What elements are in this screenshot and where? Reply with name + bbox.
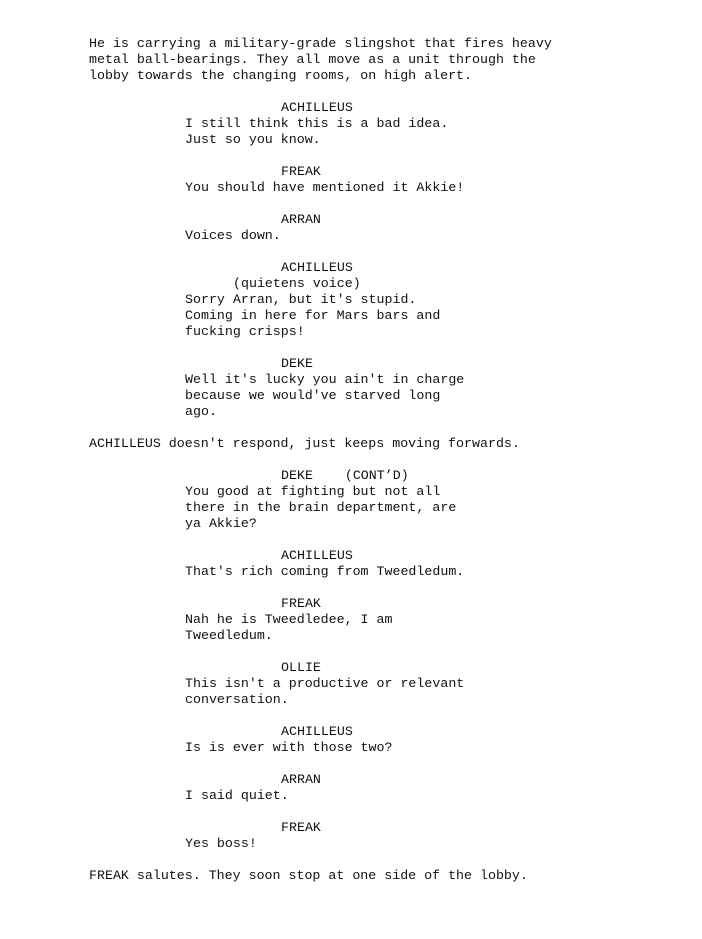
dialogue-line: Tweedledum. [185, 628, 273, 643]
dialogue-line: Coming in here for Mars bars and [185, 308, 441, 323]
parenthetical: (quietens voice) [233, 276, 361, 291]
action-line: He is carrying a military-grade slingshot that fires heavy [89, 36, 552, 51]
dialogue-line: Voices down. [185, 228, 281, 243]
dialogue-line: I still think this is a bad idea. [185, 116, 449, 131]
dialogue-line: ago. [185, 404, 217, 419]
dialogue-line: I said quiet. [185, 788, 289, 803]
dialogue-line: That's rich coming from Tweedledum. [185, 564, 465, 579]
dialogue-line: You good at fighting but not all [185, 484, 441, 499]
dialogue-line: ya Akkie? [185, 516, 257, 531]
dialogue-line: there in the brain department, are [185, 500, 457, 515]
dialogue-line: Nah he is Tweedledee, I am [185, 612, 393, 627]
character-cue: ACHILLEUS [281, 260, 353, 275]
action-line: lobby towards the changing rooms, on high alert. [89, 68, 473, 83]
character-cue: ACHILLEUS [281, 548, 353, 563]
action-line: ACHILLEUS doesn't respond, just keeps moving forwards. [89, 436, 520, 451]
dialogue-line: conversation. [185, 692, 289, 707]
dialogue-line: fucking crisps! [185, 324, 305, 339]
action-line: metal ball-bearings. They all move as a unit through the [89, 52, 536, 67]
character-cue: ACHILLEUS [281, 724, 353, 739]
action-line: FREAK salutes. They soon stop at one side of the lobby. [89, 868, 528, 883]
character-cue: FREAK [281, 596, 321, 611]
character-cue: ACHILLEUS [281, 100, 353, 115]
dialogue-line: This isn't a productive or relevant [185, 676, 465, 691]
dialogue-line: because we would've starved long [185, 388, 441, 403]
character-cue: FREAK [281, 820, 321, 835]
character-cue: ARRAN [281, 772, 321, 787]
dialogue-line: You should have mentioned it Akkie! [185, 180, 465, 195]
character-cue: FREAK [281, 164, 321, 179]
dialogue-line: Sorry Arran, but it's stupid. [185, 292, 417, 307]
character-cue: DEKE [281, 356, 313, 371]
character-cue: DEKE (CONT’D) [281, 468, 409, 483]
dialogue-line: Yes boss! [185, 836, 257, 851]
character-cue: ARRAN [281, 212, 321, 227]
dialogue-line: Well it's lucky you ain't in charge [185, 372, 465, 387]
dialogue-line: Just so you know. [185, 132, 321, 147]
character-cue: OLLIE [281, 660, 321, 675]
dialogue-line: Is is ever with those two? [185, 740, 393, 755]
